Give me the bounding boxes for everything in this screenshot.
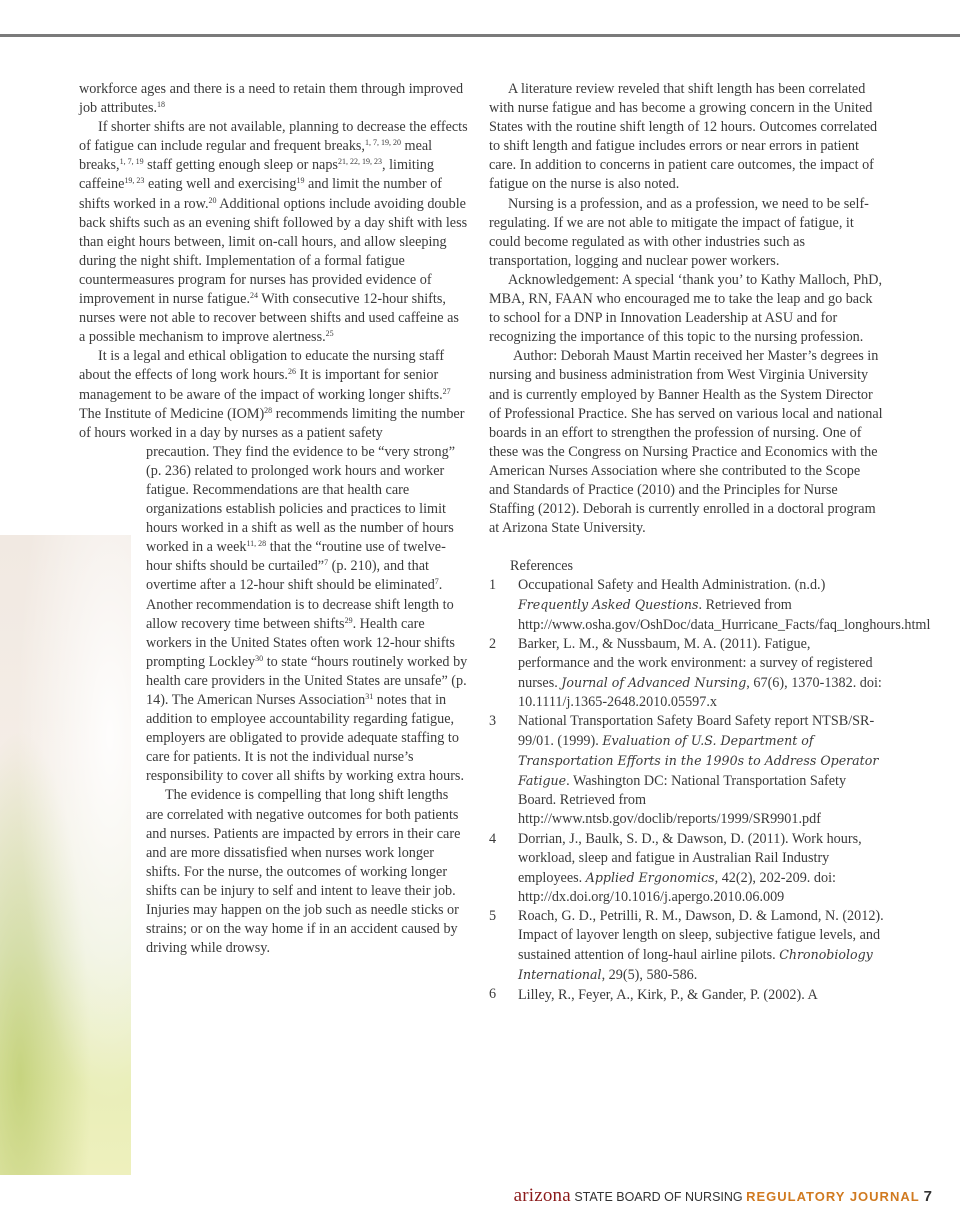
footer-journal: REGULATORY JOURNAL <box>746 1189 920 1204</box>
paragraph-workforce: workforce ages and there is a need to retain them through improved job attributes.$^{18}$ <box>79 81 464 117</box>
paragraph-shorter-shifts: If shorter shifts are not available, planning to decrease the effects of fatigue can include regular and frequent breaks,$^{1, 7, 19, 20}$ meal breaks,$^{1, 7, 19}$ staff getting enough sleep or naps$^{21, 22, 19, 23}$, limiting caffeine$^{19, 23}$ eating well and exercising$^{19}$ and limit the number of shifts worked in a row.$^{20}$ Additional options include avoiding double back shifts such as an evening shift followed by a day shift with less than eight hours between, limit on-call hours, and allow sleeping during the night shift. Implementation of a formal fatigue countermeasures program for nurses has provided evidence of improvement in nurse fatigue.$^{24}$ With consecutive 12-hour shifts, nurses were not able to recover between shifts and used caffeine as a possible mechanism to improve alertness.$^{25}$ <box>79 119 468 346</box>
paragraph-iom-recommendations: precaution. They find the evidence to be “very strong” (p. 236) related to prolonged work hours and worker fatigue. Recommendations are that health care organizations establish policies and practices to limit hours worked in a shift as well as the number of hours worked in a week$^{11, 28}$ that the “routine use of twelve-hour shifts should be curtailed”$^7$ (p. 210), and that overtime after a 12-hour shift should be eliminated$^7$. Another recommendation is to decrease shift length to allow recovery time between shifts$^{29}$. Health care workers in the United States often work 12-hour shifts prompting Lockley$^{30}$ to state “hours routinely worked by health care providers in the United States are unsafe” (p. 14). The American Nurses Association$^{31}$ notes that in addition to employee accountability regarding fatigue, employers are obligated to provide adequate staffing to care for patients. It is not the individual nurse’s responsibility to cover all shifts by working extra hours. <box>146 443 468 785</box>
wrapped-text-block <box>146 443 468 959</box>
reference-item: 6 Lilley, R., Feyer, A., Kirk, P., & Gander, P. (2002). A <box>489 986 818 1004</box>
paragraph-legal-obligation: It is a legal and ethical obligation to educate the nursing staff about the effects of long work hours.$^{26}$ It is important for senior management to be aware of the impact of working longer shifts.$^{27}$ The Institute of Medicine (IOM)$^{28}$ recommends limiting the number of hours worked in a day by nurses as a patient safety <box>79 348 465 441</box>
page-number: 7 <box>923 1188 932 1205</box>
page-footer <box>514 1186 932 1207</box>
paragraph-evidence: The evidence is compelling that long shift lengths are correlated with negative outcomes for both patients and nurses. Patients are impacted by errors in their care and are more dissatisfied when nurses work longer shifts. For the nurse, the outcomes of working longer shifts can be injury to self and intent to leave their job. Injuries may happen on the job such as needle sticks or strains; or on the way home if in an accident caused by driving while drowsy. <box>146 787 461 957</box>
left-column <box>79 80 468 958</box>
reference-item: 3 National Transportation Safety Board Safety report NTSB/SR-99/01. (1999). Evaluation of U.S. Department of Transportation Efforts in the 1990s to Address Operator Fatigue. Washington DC: National Transportation Safety Board. Retrieved from http://www.ntsb.gov/doclib/reports/1999/SR9901.pdf <box>489 713 879 828</box>
paragraph-author: Author: Deborah Maust Martin received her Master’s degrees in nursing and business administration from West Virginia University and is currently employed by Banner Health as the System Director of Professional Practice. She has served on various local and national boards in an effort to strengthen the profession of nursing. One of these was the Congress on Nursing Practice and Economics with the American Nurses Association where she contributed to the Scope and Standards of Practice (2010) and the Principles for Nurse Staffing (2012). Deborah is currently enrolled in a doctoral program at Arizona State University. <box>489 348 883 537</box>
reference-item: 5 Roach, G. D., Petrilli, R. M., Dawson, D. & Lamond, N. (2012). Impact of layover length on sleep, subjective fatigue levels, and sustained attention of long-haul airline pilots. Chronobiology International, 29(5), 580-586. <box>489 907 884 984</box>
footer-brand: arizona <box>513 1185 571 1206</box>
paragraph-literature-review: A literature review reveled that shift length has been correlated with nurse fatigue and has become a growing concern in the United States with the routine shift length of 12 hours. Outcomes correlated to shift length and fatigue includes errors or near errors in patient care. In addition to concerns in patient care outcomes, the impact of fatigue on the nurse is also noted. <box>489 81 878 193</box>
reference-item: 1 Occupational Safety and Health Administration. (n.d.) Frequently Asked Questions. Retrieved from http://www.osha.gov/OshDoc/data_Hurricane_Facts/faq_longhours.html <box>489 577 931 633</box>
paragraph-profession: Nursing is a profession, and as a profession, we need to be self-regulating. If we are not able to mitigate the impact of fatigue, it could become regulated as with other industries such as transportation, logging and nuclear power workers. <box>489 195 869 269</box>
references-list <box>489 576 931 1005</box>
footer-board: STATE BOARD OF NURSING <box>570 1190 747 1204</box>
reference-item: 4 Dorrian, J., Baulk, S. D., & Dawson, D. (2011). Work hours, workload, sleep and fatigue in Australian Rail Industry employees. Applied Ergonomics, 42(2), 202-209. doi: http://dx.doi.org/10.1016/j.apergo.2010.06.009 <box>489 830 862 905</box>
right-column <box>489 80 931 1005</box>
top-rule <box>0 34 960 37</box>
reference-item: 2 Barker, L. M., & Nussbaum, M. A. (2011). Fatigue, performance and the work environment: a survey of registered nurses. Journal of Advanced Nursing, 67(6), 1370-1382. doi: 10.1111/j.1365-2648.2010.05597.x <box>489 635 882 710</box>
references-heading: References <box>510 558 574 575</box>
paragraph-acknowledgement: Acknowledgement: A special ‘thank you’ to Kathy Malloch, PhD, MBA, RN, FAAN who encouraged me to take the leap and go back to school for a DNP in Innovation Leadership at ASU and for recognizing the importance of this topic to the nursing profession. <box>489 271 883 346</box>
